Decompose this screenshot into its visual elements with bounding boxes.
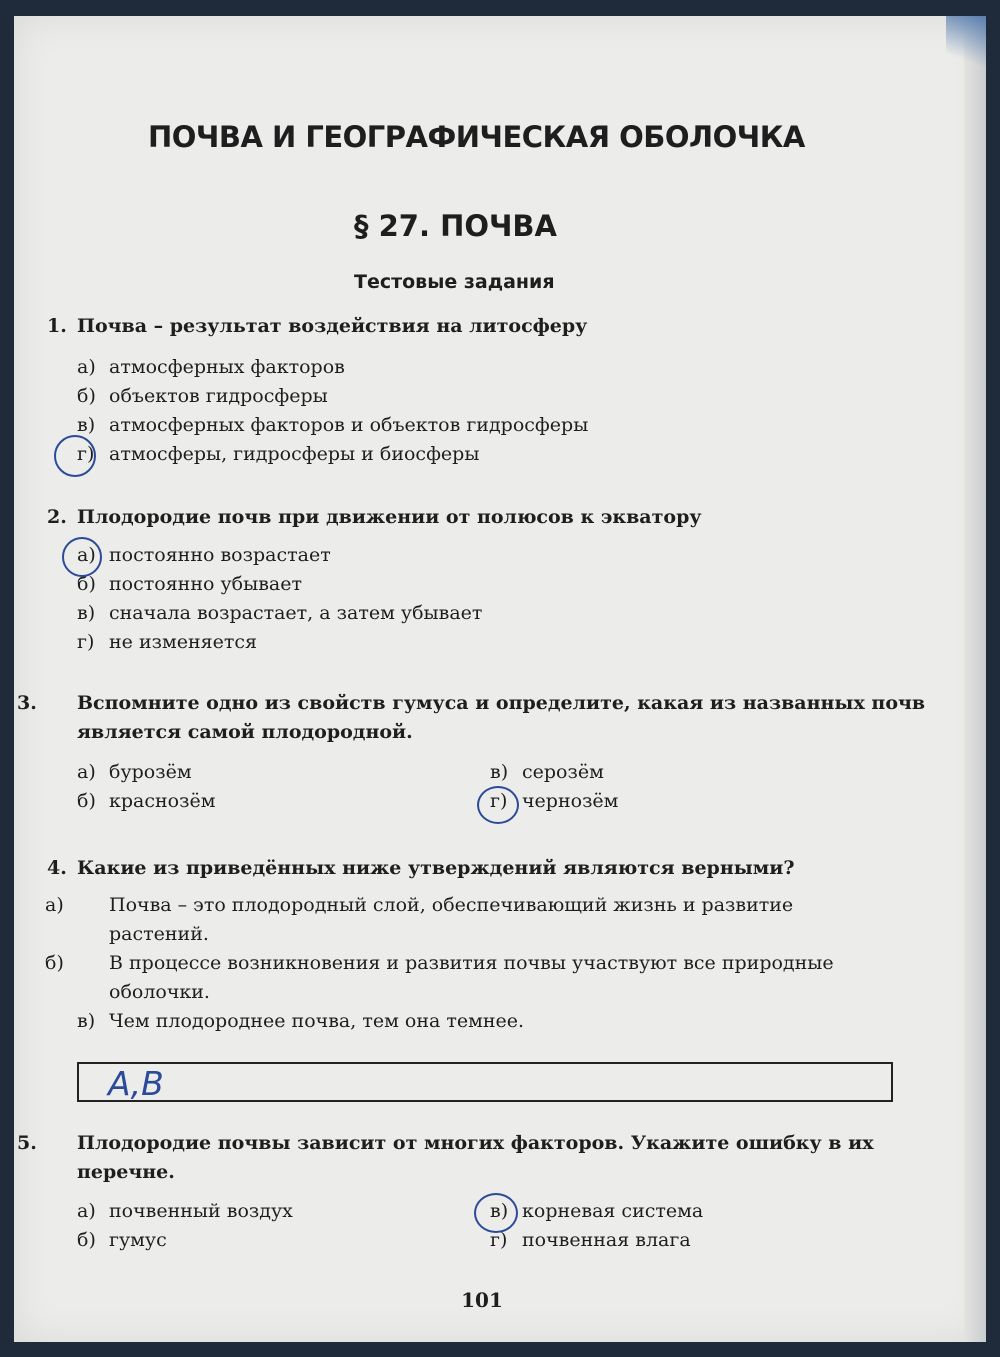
answer-circle-5c (474, 1193, 518, 1233)
question-3 (17, 689, 927, 747)
chapter-title: ПОЧВА И ГЕОГРАФИЧЕСКАЯ ОБОЛОЧКА (148, 120, 805, 154)
option-3a: а) бурозём (77, 761, 192, 783)
option-1d: г) атмосферы, гидросферы и биосферы (77, 443, 480, 465)
option-4a: а) Почва – это плодородный слой, обеспечивающий жизнь и развитие растений. (45, 894, 794, 945)
question-text: Почва – результат воздействия на литосферу (77, 315, 588, 337)
question-1 (47, 312, 897, 341)
answer-circle-3d (477, 786, 519, 824)
option-5c: в) корневая система (490, 1200, 704, 1222)
question-2 (47, 503, 897, 532)
option-3d: г) чернозём (490, 790, 619, 812)
handwritten-answer: А,В (108, 1064, 164, 1103)
option-2c: в) сначала возрастает, а затем убывает (77, 602, 483, 624)
option-5b: б) гумус (77, 1229, 167, 1251)
page-edge (964, 16, 986, 1342)
question-number: 5. (17, 1132, 37, 1154)
option-4c: в) Чем плодороднее почва, тем она темнее. (77, 1010, 525, 1032)
option-1a: а) атмосферных факторов (77, 356, 345, 378)
option-4b: б) В процессе возникновения и развития почвы участвуют все природные оболочки. (45, 952, 834, 1003)
page-number: 101 (461, 1288, 503, 1312)
answer-circle-1d (54, 435, 96, 477)
answer-box[interactable] (77, 1062, 893, 1102)
option-5a: а) почвенный воздух (77, 1200, 293, 1222)
section-title: § 27. ПОЧВА (354, 209, 557, 243)
question-text: Плодородие почвы зависит от многих факторов. Укажите ошибку в их перечне. (77, 1132, 874, 1183)
corner-stain (946, 16, 986, 76)
option-3c: в) серозём (490, 761, 604, 783)
textbook-page (14, 16, 986, 1342)
test-tasks-heading: Тестовые задания (354, 271, 555, 293)
option-2d: г) не изменяется (77, 631, 258, 653)
question-text: Вспомните одно из свойств гумуса и определите, какая из названных почв является самой плодородной. (77, 692, 926, 743)
question-number: 3. (17, 692, 37, 714)
question-number: 1. (47, 315, 67, 337)
option-1c: в) атмосферных факторов и объектов гидросферы (77, 414, 589, 436)
option-2a: а) постоянно возрастает (77, 544, 331, 566)
question-number: 4. (47, 857, 67, 879)
question-4 (47, 854, 897, 883)
option-1b: б) объектов гидросферы (77, 385, 328, 407)
answer-circle-2a (62, 537, 102, 577)
option-5d: г) почвенная влага (490, 1229, 691, 1251)
option-3b: б) краснозём (77, 790, 216, 812)
option-2b: б) постоянно убывает (77, 573, 303, 595)
question-text: Какие из приведённых ниже утверждений являются верными? (77, 857, 795, 879)
question-number: 2. (47, 506, 67, 528)
question-5 (17, 1129, 927, 1187)
question-text: Плодородие почв при движении от полюсов к экватору (77, 506, 702, 528)
